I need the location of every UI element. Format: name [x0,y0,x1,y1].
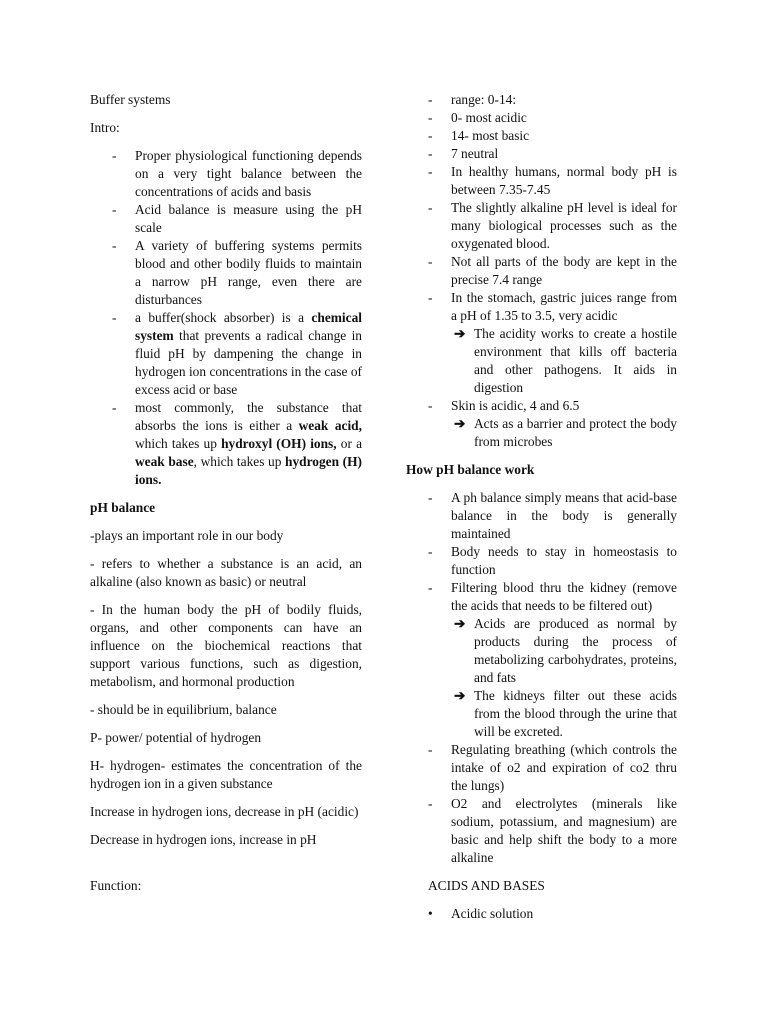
list-item: - O2 and electrolytes (minerals like sodium, potassium, and magnesium) are basic and help shift the body to a more alkaline [428,796,677,865]
how-list [406,489,677,867]
dot-bullet: • [428,906,433,921]
list-item: - In the stomach, gastric juices range from a pH of 1.35 to 3.5, very acidic ➔ The acidity works to create a hostile environment that kills off bacteria and other pathogens. It aids in digestion [428,290,677,395]
list-item: - Not all parts of the body are kept in the precise 7.4 range [428,254,677,287]
acids-bases-heading: ACIDS AND BASES [428,878,545,893]
dash-bullet: - [428,110,433,125]
list-item: - A ph balance simply means that acid-base balance in the body is generally maintained [428,490,677,541]
arrow-icon: ➔ [454,688,466,703]
ph-balance-heading: pH balance [90,500,156,515]
paragraph: - should be in equilibrium, balance [90,702,277,717]
dash-bullet: - [112,400,117,415]
paragraph: - refers to whether a substance is an acid, an alkaline (also known as basic) or neutral [90,556,362,589]
sub-list-item: ➔ Acts as a barrier and protect the body from microbes [454,416,677,449]
sub-list [451,325,677,397]
dash-bullet: - [428,290,433,305]
list-item: - The slightly alkaline pH level is ideal for many biological processes such as the oxygenated blood. [428,200,677,251]
right-column [406,91,677,933]
dash-bullet: - [428,796,433,811]
bold-term: chemical system [135,310,362,343]
bold-term: hydrogen (H) ions. [135,454,362,487]
dash-bullet: - [112,310,117,325]
list-item: - In healthy humans, normal body pH is between 7.35-7.45 [428,164,677,197]
bold-term: weak base [135,454,194,469]
how-ph-balance-heading: How pH balance work [406,462,535,477]
dash-bullet: - [428,146,433,161]
list-item: - Skin is acidic, 4 and 6.5 ➔ Acts as a barrier and protect the body from microbes [428,398,677,449]
arrow-icon: ➔ [454,616,466,631]
list-item: - Acid balance is measure using the pH scale [112,202,362,235]
arrow-icon: ➔ [454,326,466,341]
list-item: - Proper physiological functioning depends on a very tight balance between the concentrations of acids and basis [112,148,362,199]
dash-bullet: - [112,148,117,163]
list-item: - most commonly, the substance that absorbs the ions is either a weak acid, which takes up hydroxyl (OH) ions, or a weak base, which takes up hydrogen (H) ions. [112,400,363,487]
arrow-icon: ➔ [454,416,466,431]
sub-list [451,615,677,741]
sub-list-item: ➔ The acidity works to create a hostile environment that kills off bacteria and other pathogens. It aids in digestion [454,326,677,395]
list-item: - a buffer(shock absorber) is a chemical system that prevents a radical change in fluid pH by dampening the change in hydrogen ion concentrations in the case of excess acid or base [112,310,362,397]
dash-bullet: - [428,200,433,215]
left-column [90,91,362,905]
sub-list-item: ➔ The kidneys filter out these acids from the blood through the urine that will be excreted. [454,688,677,739]
list-item: - 0- most acidic [428,110,527,125]
list-item: - 7 neutral [428,146,499,161]
paragraph: H- hydrogen- estimates the concentration of the hydrogen ion in a given substance [90,758,362,791]
dash-bullet: - [112,238,117,253]
dash-bullet: - [428,544,433,559]
list-item: - range: 0-14: [428,92,517,107]
list-item: - 14- most basic [428,128,530,143]
list-item: - A variety of buffering systems permits blood and other bodily fluids to maintain a narrow pH range, even there are disturbances [112,238,362,307]
dash-bullet: - [428,398,433,413]
paragraph: -plays an important role in our body [90,528,284,543]
bold-term: hydroxyl (OH) ions, [221,436,337,451]
dash-bullet: - [428,742,433,757]
intro-list [90,147,362,489]
function-label: Function: [90,878,142,893]
dash-bullet: - [428,490,433,505]
list-item: - Filtering blood thru the kidney (remove the acids that needs to be filtered out) ➔ Acids are produced as normal by products during the process of metabolizing carbohydrates, proteins, and fats ➔ The kidneys filter out these acids from the blood through the urine that will be excreted. [428,580,677,739]
dash-bullet: - [428,92,433,107]
dash-bullet: - [112,202,117,217]
document-title: Buffer systems [90,92,171,107]
paragraph: Increase in hydrogen ions, decrease in pH (acidic) [90,804,359,819]
intro-label: Intro: [90,120,120,135]
bold-term: weak acid, [298,418,362,433]
paragraph: - In the human body the pH of bodily fluids, organs, and other components can have an influence on the biochemical reactions that support various functions, such as digestion, metabolism, and hormonal production [90,602,362,689]
sub-list-item: ➔ Acids are produced as normal by products during the process of metabolizing carbohydrates, proteins, and fats [454,616,677,685]
list-item: - Regulating breathing (which controls the intake of o2 and expiration of co2 thru the lungs) [428,742,677,793]
paragraph: Decrease in hydrogen ions, increase in pH [90,832,317,847]
list-item: • Acidic solution [428,906,534,921]
ph-facts-list [406,91,677,451]
list-item: - Body needs to stay in homeostasis to function [428,544,677,577]
dash-bullet: - [428,254,433,269]
dash-bullet: - [428,580,433,595]
dash-bullet: - [428,164,433,179]
paragraph: P- power/ potential of hydrogen [90,730,262,745]
sub-list [451,415,677,451]
dash-bullet: - [428,128,433,143]
acids-list [406,905,677,923]
